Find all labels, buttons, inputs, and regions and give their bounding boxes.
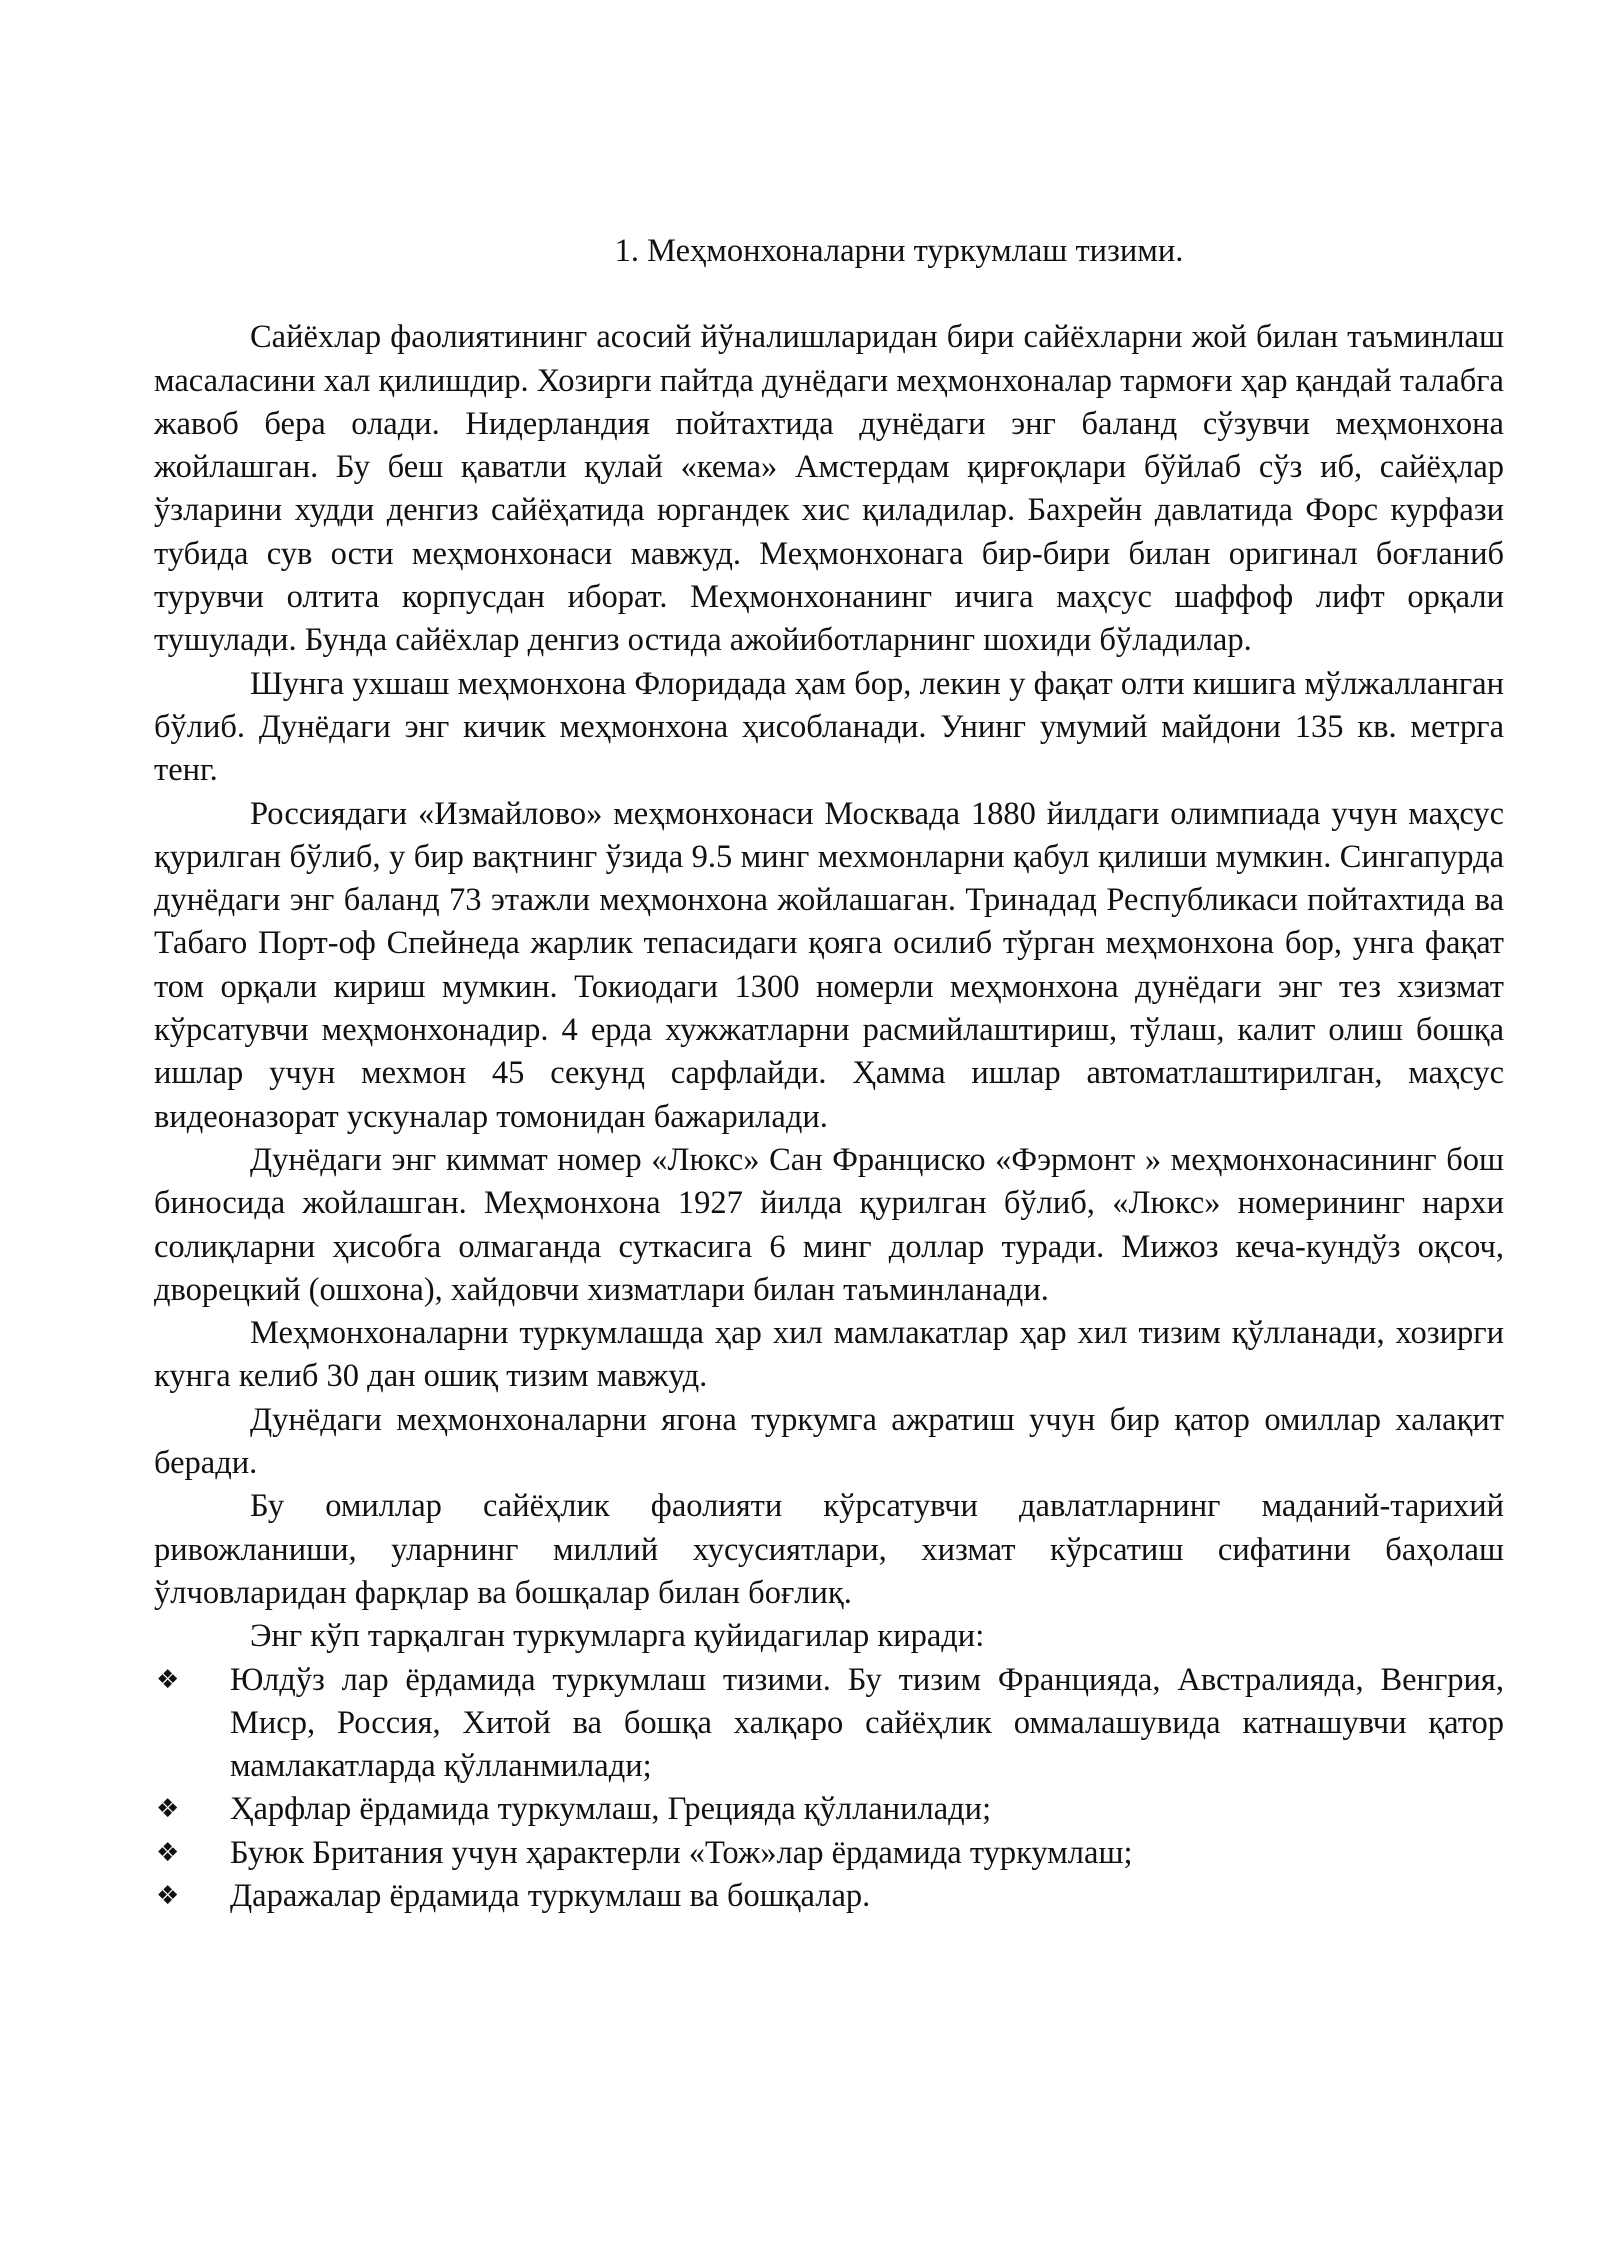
list-item-text: Юлдўз лар ёрдамида туркумлаш тизими. Бу тизим Францияда, Австралияда, Венгрия, Миср, Россия, Хитой ва бошқа халқаро сайёҳлик оммалашувида катнашувчи қатор мамлакатларда қўлланмилади; [230,1661,1504,1785]
list-item-text: Даражалар ёрдамида туркумлаш ва бошқалар. [230,1877,871,1914]
diamond-bullet-icon: ❖ [156,1837,180,1868]
classification-list [154,1659,1504,1919]
document-body [154,230,1504,1918]
paragraph-factors: Бу омиллар сайёҳлик фаолияти кўрсатувчи давлатларнинг маданий-тарихий ривожланиши, уларнинг миллий хусусиятлари, хизмат кўрсатиш сифатини баҳолаш ўлчовларидан фарқлар ва бошқалар билан боғлиқ. [154,1488,1504,1611]
list-item [154,1788,1504,1831]
list-item-text: Буюк Британия учун ҳарактерли «Тож»лар ёрдамида туркумлаш; [230,1834,1133,1871]
paragraph-classification-systems: Меҳмонхоналарни туркумлашда ҳар хил мамлакатлар ҳар хил тизим қўлланади, хозирги кунга келиб 30 дан ошиқ тизим мавжуд. [154,1315,1504,1395]
list-item [154,1659,1504,1789]
list-item [154,1875,1504,1918]
list-item-text: Ҳарфлар ёрдамида туркумлаш, Грецияда қўлланилади; [230,1791,992,1828]
paragraph-florida-hotel: Шунга ухшаш меҳмонхона Флоридада ҳам бор, лекин у фақат олти кишига мўлжалланган бўлиб. Дунёдаги энг кичик меҳмонхона ҳисобланади. Унинг умумий майдони 135 кв. метрга тенг. [154,665,1504,789]
paragraph-hotels-overview: Сайёхлар фаолиятининг асосий йўналишларидан бири сайёхларни жой билан таъминлаш масаласини хал қилишдир. Хозирги пайтда дунёдаги меҳмонхоналар тармоғи ҳар қандай талабга жавоб бера олади. Нидерландия пойтахтида дунёдаги энг баланд сўзувчи меҳмонхона жойлашган. Бу беш қаватли қулай «кема» Амстердам қирғоқлари бўйлаб сўз иб, сайёҳлар ўзларини худди денгиз сайёҳатида юргандек хис қиладилар. Бахрейн давлатида Форс курфази тубида сув ости меҳмонхонаси мавжуд. Меҳмонхонага бир-бири билан оригинал боғланиб турувчи олтита корпусдан иборат. Меҳмонхонанинг ичига маҳсус шаффоф лифт орқали тушулади. Бунда сайёхлар денгиз остида ажойиботларнинг шохиди бўладилар. [154,319,1504,659]
document-title: 1. Меҳмонхоналарни туркумлаш тизими. [614,233,1184,269]
paragraph-common-types-intro: Энг кўп тарқалган туркумларга қуйидагилар киради: [250,1618,985,1655]
diamond-bullet-icon: ❖ [156,1880,180,1911]
diamond-bullet-icon: ❖ [156,1664,180,1695]
diamond-bullet-icon: ❖ [156,1794,180,1825]
paragraph-luxury-room: Дунёдаги энг киммат номер «Люкс» Сан Франциско «Фэрмонт » меҳмонхонасининг бош биносида жойлашган. Меҳмонхона 1927 йилда қурилган бўлиб, «Люкс» номерининг нархи солиқларни ҳисобга олмаганда суткасига 6 минг доллар туради. Мижоз кеча-кундўз оқсоч, дворецкий (ошхона), хайдовчи хизматлари билан таъминланади. [154,1141,1504,1308]
list-item [154,1832,1504,1875]
paragraph-obstacles: Дунёдаги меҳмонхоналарни ягона туркумга ажратиш учун бир қатор омиллар халақит беради. [154,1401,1504,1482]
paragraph-izmailovo-hotel: Россиядаги «Измайлово» меҳмонхонаси Москвада 1880 йилдаги олимпиада учун маҳсус қурилган бўлиб, у бир вақтнинг ўзида 9.5 минг мехмонларни қабул қилиши мумкин. Сингапурда дунёдаги энг баланд 73 этажли меҳмонхона жойлашаган. Тринадад Республикаси пойтахтида ва Табаго Порт-оф Спейнеда жарлик тепасидаги қояга осилиб тўрган меҳмонхона бор, унга фақат том орқали кириш мумкин. Токиодаги 1300 номерли меҳмонхона дунёдаги энг тез хзизмат кўрсатувчи меҳмонхонадир. 4 ерда хужжатларни расмийлаштириш, тўлаш, калит олиш бошқа ишлар учун мехмон 45 секунд сарфлайди. Ҳамма ишлар автоматлаштирилган, маҳсус видеоназорат ускуналар томонидан бажарилади. [154,795,1504,1135]
